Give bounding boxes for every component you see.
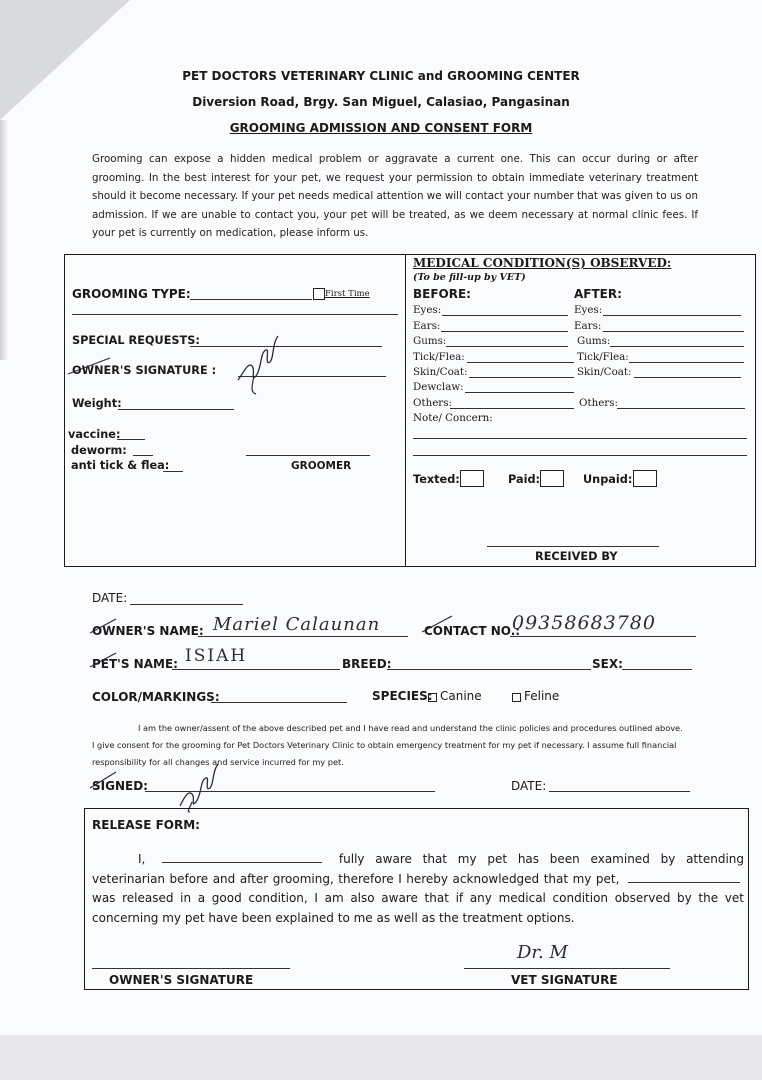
unpaid-label: Unpaid: — [583, 473, 633, 486]
note-concern-label: Note/ Concern: — [413, 412, 493, 424]
note-line-1[interactable] — [413, 438, 747, 439]
owner-name-value[interactable]: Mariel Calaunan — [213, 614, 381, 635]
consent-line-2: I give consent for the grooming for Pet Doctors Veterinary Clinic to obtain emergency treatment for my pet if necessary. I assume full financial — [92, 740, 677, 750]
signed-signature-scribble — [176, 762, 222, 814]
sex-label: SEX: — [592, 657, 623, 671]
medical-title: MEDICAL CONDITION(S) OBSERVED: — [413, 256, 672, 270]
contact-label: CONTACT NO.: — [424, 624, 521, 638]
date-label: DATE: — [92, 591, 128, 605]
consent-line-3: responsibility for all changes and service incurred for my pet. — [92, 757, 344, 767]
after-gums-field[interactable] — [610, 346, 744, 347]
release-paragraph — [92, 850, 744, 928]
release-form-title: RELEASE FORM: — [92, 818, 200, 832]
pet-name-field[interactable] — [172, 669, 340, 670]
before-others-label: Others: — [413, 397, 452, 409]
medical-subtitle: (To be fill-up by VET) — [413, 272, 526, 283]
date-field[interactable] — [130, 604, 243, 605]
paid-label: Paid: — [508, 473, 541, 486]
form-title: GROOMING ADMISSION AND CONSENT FORM — [229, 121, 533, 135]
received-by-label: RECEIVED BY — [535, 550, 618, 563]
note-line-2[interactable] — [413, 455, 747, 456]
before-skincoat-label: Skin/Coat: — [413, 366, 468, 378]
vaccine-label: vaccine: — [68, 428, 121, 441]
before-ears-label: Ears: — [413, 320, 441, 332]
owner-signature-scribble — [234, 332, 284, 396]
unpaid-checkbox[interactable] — [633, 470, 657, 487]
owner-name-tick-mark — [88, 617, 118, 637]
anti-tick-label: anti tick & flea: — [71, 459, 170, 472]
clinic-address: Diversion Road, Brgy. San Miguel, Calasiao, Pangasinan — [192, 95, 570, 109]
pet-name-tick-mark — [88, 651, 118, 671]
release-text-2: fully aware that my pet has been examined by attending veterinarian before and after grooming, therefore I hereby acknowledged that my pet, — [92, 852, 744, 886]
pet-name-value[interactable]: ISIAH — [185, 646, 248, 666]
canine-label: Canine — [440, 689, 482, 703]
signed-tick-mark — [88, 770, 118, 792]
after-others-field[interactable] — [617, 408, 745, 409]
signed-date-label: DATE: — [511, 779, 547, 793]
release-owner-signature-line[interactable] — [92, 968, 290, 969]
anti-tick-field[interactable] — [163, 471, 183, 472]
color-markings-field[interactable] — [211, 702, 347, 703]
vaccine-field[interactable] — [117, 439, 145, 440]
color-markings-label: COLOR/MARKINGS: — [92, 690, 220, 704]
feline-label: Feline — [524, 689, 560, 703]
received-by-line[interactable] — [487, 546, 659, 547]
after-skincoat-field[interactable] — [634, 377, 741, 378]
owner-name-field[interactable] — [198, 636, 408, 637]
after-gums-label: Gums: — [577, 335, 611, 347]
first-time-checkbox[interactable] — [313, 288, 325, 300]
weight-field[interactable] — [118, 409, 234, 410]
after-label: AFTER: — [574, 287, 622, 301]
page-edge-shadow — [0, 120, 8, 360]
deworm-label: deworm: — [71, 444, 127, 457]
grooming-type-line-2[interactable] — [72, 314, 398, 315]
clinic-name: PET DOCTORS VETERINARY CLINIC and GROOMING CENTER — [182, 69, 580, 83]
contact-field[interactable] — [510, 636, 696, 637]
release-owner-name-field[interactable] — [162, 850, 322, 863]
owner-signature-tick-mark — [66, 356, 112, 378]
signed-date-field[interactable] — [549, 791, 690, 792]
release-pet-name-field[interactable] — [628, 870, 740, 883]
scan-background — [0, 1035, 762, 1080]
special-requests-field[interactable] — [190, 346, 382, 347]
sex-field[interactable] — [622, 669, 692, 670]
before-dewclaw-field[interactable] — [465, 392, 574, 393]
before-skincoat-field[interactable] — [469, 377, 574, 378]
before-dewclaw-label: Dewclaw: — [413, 381, 464, 393]
weight-label: Weight: — [72, 397, 122, 410]
contact-tick-mark — [420, 614, 454, 636]
owner-name-label: OWNER'S NAME: — [92, 624, 204, 638]
before-tickflea-field[interactable] — [467, 362, 574, 363]
pet-name-label: PET'S NAME: — [92, 657, 178, 671]
groomer-label: GROOMER — [291, 460, 352, 472]
canine-checkbox[interactable] — [428, 693, 437, 702]
before-eyes-field[interactable] — [442, 315, 568, 316]
contact-value[interactable]: 09358683780 — [512, 612, 656, 634]
vet-signature-value: Dr. M — [517, 942, 568, 963]
release-text-3: was released in a good condition, I am also aware that if any medical condition observed by the vet concerning my pet have been explained to me as well as the treatment options. — [92, 891, 744, 925]
after-eyes-field[interactable] — [603, 315, 741, 316]
vet-signature-line[interactable] — [464, 968, 670, 969]
before-ears-field[interactable] — [441, 331, 568, 332]
after-tickflea-label: Tick/Flea: — [577, 351, 629, 363]
special-requests-label: SPECIAL REQUESTS: — [72, 334, 200, 347]
intro-paragraph: Grooming can expose a hidden medical problem or aggravate a current one. This can occur during or after grooming. In the best interest for your pet, we request your permission to obtain immediate veterinary treatment should it become necessary. If your pet needs medical attention we will contact your number that was given to us on admission. If we are unable to contact you, your pet will be treated, as we deem necessary at normal clinic fees. If your pet is currently on medication, please inform us. — [92, 153, 698, 239]
vet-signature-label: VET SIGNATURE — [511, 973, 618, 987]
breed-field[interactable] — [387, 669, 591, 670]
deworm-field[interactable] — [133, 455, 153, 456]
grooming-type-label: GROOMING TYPE: — [72, 287, 191, 301]
after-eyes-label: Eyes: — [574, 304, 603, 316]
first-time-label: First Time — [325, 289, 370, 299]
after-ears-field[interactable] — [603, 331, 744, 332]
texted-checkbox[interactable] — [460, 470, 484, 487]
signed-label: SIGNED: — [92, 779, 148, 793]
after-ears-label: Ears: — [574, 320, 602, 332]
feline-checkbox[interactable] — [512, 693, 521, 702]
after-others-label: Others: — [579, 397, 618, 409]
consent-line-1: I am the owner/assent of the above described pet and I have read and understand the clinic policies and procedures outlined above. — [138, 723, 683, 733]
after-tickflea-field[interactable] — [629, 362, 744, 363]
species-label: SPECIES: — [372, 689, 433, 703]
before-label: BEFORE: — [413, 287, 471, 301]
groomer-signature-line[interactable] — [246, 455, 370, 456]
before-others-field[interactable] — [450, 408, 574, 409]
after-skincoat-label: Skin/Coat: — [577, 366, 632, 378]
release-owner-signature-label: OWNER'S SIGNATURE — [109, 973, 254, 987]
breed-label: BREED: — [342, 657, 392, 671]
before-eyes-label: Eyes: — [413, 304, 442, 316]
before-gums-label: Gums: — [413, 335, 447, 347]
before-tickflea-label: Tick/Flea: — [413, 351, 465, 363]
owner-signature-label: OWNER'S SIGNATURE : — [72, 364, 217, 377]
grooming-type-field[interactable] — [190, 299, 312, 300]
paid-checkbox[interactable] — [540, 470, 564, 487]
release-text-1: I, — [138, 852, 146, 866]
before-gums-field[interactable] — [446, 346, 568, 347]
texted-label: Texted: — [413, 473, 460, 486]
